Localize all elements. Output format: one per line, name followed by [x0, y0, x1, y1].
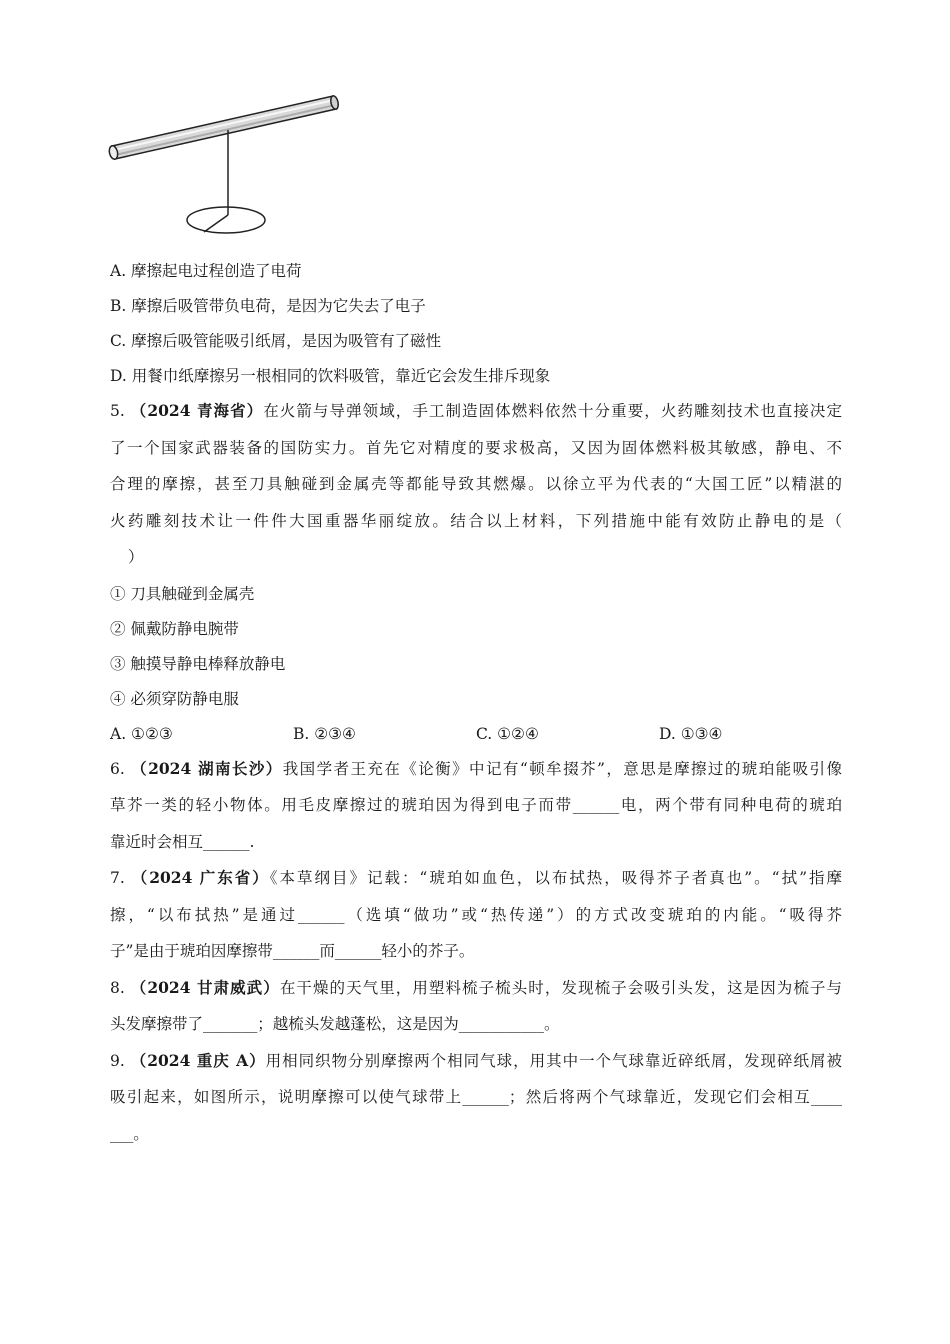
q5-choice-a: A. ①②③	[110, 724, 173, 743]
q9-line-3: ___。	[110, 1124, 149, 1143]
drinking-straw	[108, 95, 339, 160]
q6-line-3: 靠近时会相互______.	[110, 832, 255, 851]
needle-stand	[187, 130, 265, 233]
q7-number: 7.	[110, 869, 132, 887]
q6-number: 6.	[110, 759, 132, 778]
q5-source: （2024 青海省）	[130, 401, 264, 420]
q7-line-3: 子”是由于琥珀因摩擦带______而______轻小的芥子。	[110, 942, 475, 960]
q5-item-1: ① 刀具触碰到金属壳	[110, 584, 255, 603]
straw-on-stand-figure	[100, 90, 350, 240]
question-7	[110, 865, 842, 975]
q4-option-a: A. 摩擦起电过程创造了电荷	[110, 262, 302, 280]
q5-item-3: ③ 触摸导静电棒释放静电	[110, 654, 286, 673]
q5-line-4: 火药雕刻技术让一件件大国重器华丽绽放。结合以上材料，下列措施中能有效防止静电的是（	[110, 511, 842, 530]
q5-line-3: 合理的摩擦，甚至刀具触碰到金属壳等都能导致其燃爆。以徐立平为代表的“大国工匠”以精湛的	[110, 475, 842, 493]
q9-number: 9.	[110, 1051, 131, 1070]
q7-source: （2024 广东省）	[131, 868, 270, 887]
q4-option-d: D. 用餐巾纸摩擦另一根相同的饮料吸管，靠近它会发生排斥现象	[110, 367, 551, 385]
q6-line-2: 草芥一类的轻小物体。用毛皮摩擦过的琥珀因为得到电子而带______电，两个带有同种电荷的琥珀	[110, 796, 842, 814]
q5-line-5: ）	[128, 548, 144, 566]
q5-number: 5.	[110, 402, 131, 420]
q8-line-2: 头发摩擦带了_______；越梳头发越蓬松，这是因为___________。	[110, 1015, 560, 1033]
q5-item-2: ② 佩戴防静电腕带	[110, 619, 239, 638]
q5-choices	[110, 721, 842, 756]
q4-option-c: C. 摩擦后吸管能吸引纸屑，是因为吸管有了磁性	[110, 332, 442, 350]
q4-options	[110, 258, 842, 398]
q9-line-2: 吸引起来，如图所示，说明摩擦可以使气球带上______；然后将两个气球靠近，发现它们会相互____	[110, 1088, 842, 1106]
q7-line-1: 《本草纲目》记载：“琥珀如血色，以布拭热，吸得芥子者真也”。“拭”指摩	[269, 869, 843, 887]
q5-choice-b: B. ②③④	[293, 724, 356, 743]
q8-line-1: 在干燥的天气里，用塑料梳子梳头时，发现梳子会吸引头发，这是因为梳子与	[279, 978, 843, 997]
question-5	[110, 398, 842, 581]
q9-source: （2024 重庆 A）	[130, 1050, 266, 1070]
q5-item-4: ④ 必须穿防静电服	[110, 689, 239, 708]
q5-choice-d: D. ①③④	[659, 724, 723, 743]
q5-line-2: 了一个国家武器装备的国防实力。首先它对精度的要求极高，又因为固体燃料极其敏感，静电、不	[110, 438, 842, 457]
q6-source: （2024 湖南长沙）	[131, 758, 283, 778]
question-content	[110, 258, 842, 1157]
q5-choice-c: C. ①②④	[476, 724, 539, 743]
q5-line-1: 在火箭与导弹领域，手工制造固体燃料依然十分重要，火药雕刻技术也直接决定	[263, 402, 842, 420]
question-9	[110, 1048, 842, 1158]
q7-line-2: 擦，“以布拭热”是通过______（选填“做功”或“热传递”）的方式改变琥珀的内能。“吸得芥	[110, 905, 842, 924]
question-6	[110, 756, 842, 866]
question-8	[110, 975, 842, 1048]
q9-line-1: 用相同织物分别摩擦两个相同气球，用其中一个气球靠近碎纸屑，发现碎纸屑被	[265, 1051, 842, 1070]
q8-source: （2024 甘肃威武）	[130, 977, 280, 997]
q6-line-1: 我国学者王充在《论衡》中记有“顿牟掇芥”，意思是摩擦过的琥珀能吸引像	[282, 759, 842, 778]
q4-option-b: B. 摩擦后吸管带负电荷，是因为它失去了电子	[110, 297, 426, 315]
q8-number: 8.	[110, 978, 131, 997]
